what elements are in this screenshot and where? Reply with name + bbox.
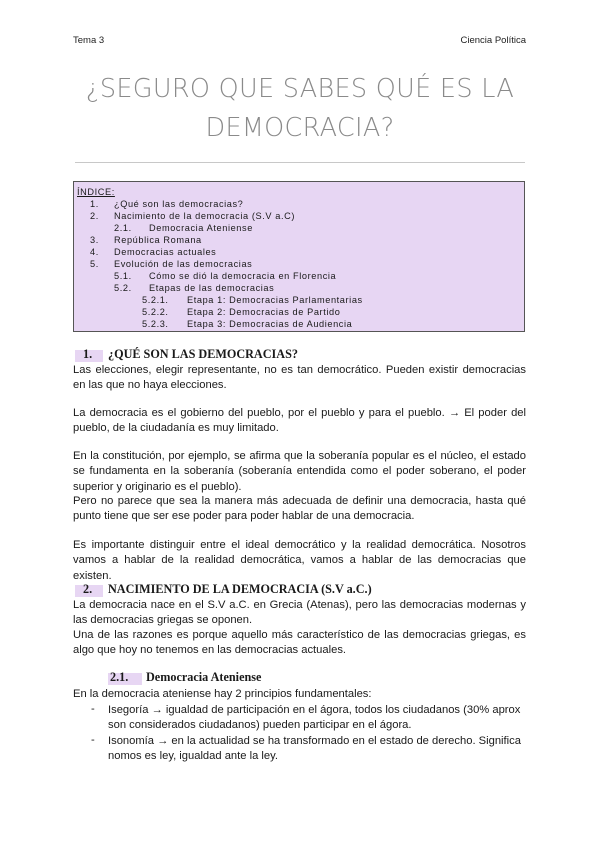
table-of-contents (73, 181, 525, 332)
bullet-text: Isonomía → en la actualidad se ha transformado en el estado de derecho. Significa nomos es ley, igualdad ante la ley. (108, 735, 521, 763)
section-title: NACIMIENTO DE LA DEMOCRACIA (S.V a.C.) (108, 582, 372, 596)
paragraph: Las elecciones, elegir representante, no es tan democrático. Pueden existir democracias en las que no haya elecciones. (73, 364, 526, 392)
toc-item-num: 5. (90, 259, 99, 269)
section-title: ¿QUÉ SON LAS DEMOCRACIAS? (108, 347, 298, 361)
toc-item-num: 1. (90, 199, 99, 209)
section-number: 2.1. (110, 670, 129, 684)
paragraph: La democracia nace en el S.V a.C. en Grecia (Atenas), pero las democracias modernas y las democracias griegas se oponen. (73, 599, 526, 627)
toc-item-label: Democracia Ateniense (149, 223, 253, 233)
toc-item-label: Evolución de las democracias (114, 259, 253, 269)
toc-item-num: 5.1. (114, 271, 132, 281)
toc-item-label: Democracias actuales (114, 247, 217, 257)
title-line-1: ¿SEGURO QUE SABES QUÉ ES LA (85, 74, 515, 104)
toc-item-num: 2. (90, 211, 99, 221)
toc-item-num: 4. (90, 247, 99, 257)
toc-item-num: 5.2.2. (142, 307, 169, 317)
header-left: Tema 3 (73, 35, 105, 46)
paragraph: Una de las razones es porque aquello más característico de las democracias griegas, es algo que hoy no tenemos en las democracias actuales. (73, 629, 526, 657)
bullet-text: Isegoría → igualdad de participación en el ágora, todos los ciudadanos (30% aprox son considerados ciudadanos) pueden participar en el ágora. (108, 704, 521, 732)
section-number: 1. (83, 347, 93, 361)
toc-item-num: 2.1. (114, 223, 132, 233)
section-number: 2. (83, 582, 93, 596)
toc-item-num: 3. (90, 235, 99, 245)
page-title (60, 70, 540, 148)
toc-item-num: 5.2. (114, 283, 132, 293)
title-line-2: DEMOCRACIA? (205, 113, 395, 143)
paragraph: En la constitución, por ejemplo, se afirma que la soberanía popular es el núcleo, el estado se fundamenta en la soberanía (soberanía entendida como el poder soberano, el poder superior y originario es el pueblo). (73, 450, 526, 493)
title-divider (75, 162, 525, 163)
toc-item-label: Etapas de las democracias (149, 283, 275, 293)
paragraph: La democracia es el gobierno del pueblo, por el pueblo y para el pueblo. → El poder del pueblo, de la ciudadanía es muy limitado. (73, 407, 526, 435)
bullet-mark: - (91, 734, 95, 746)
toc-item-label: Nacimiento de la democracia (S.V a.C) (114, 211, 296, 221)
header-right: Ciencia Política (460, 35, 526, 46)
toc-item-label: Cómo se dió la democracia en Florencia (149, 271, 337, 281)
bullet-mark: - (91, 703, 95, 715)
paragraph: En la democracia ateniense hay 2 principios fundamentales: (73, 688, 372, 700)
toc-item-label: ¿Qué son las democracias? (114, 199, 244, 209)
toc-item-label: República Romana (114, 235, 202, 245)
toc-item-num: 5.2.1. (142, 295, 169, 305)
toc-item-num: 5.2.3. (142, 319, 169, 329)
toc-item-label: Etapa 1: Democracias Parlamentarias (187, 295, 363, 305)
toc-item-label: Etapa 2: Democracias de Partido (187, 307, 341, 317)
toc-heading: ÍNDICE: (77, 187, 115, 197)
paragraph: Pero no parece que sea la manera más adecuada de definir una democracia, hasta qué punto tiene que ser ese poder para poder hablar de una democracia. (73, 495, 526, 523)
paragraph: Es importante distinguir entre el ideal democrático y la realidad democrática. Nosotros vamos a hablar de la realidad democrática, vamos a hablar de las democracias que existen. (73, 539, 526, 582)
section-title: Democracia Ateniense (146, 670, 262, 684)
toc-item-label: Etapa 3: Democracias de Audiencia (187, 319, 353, 329)
